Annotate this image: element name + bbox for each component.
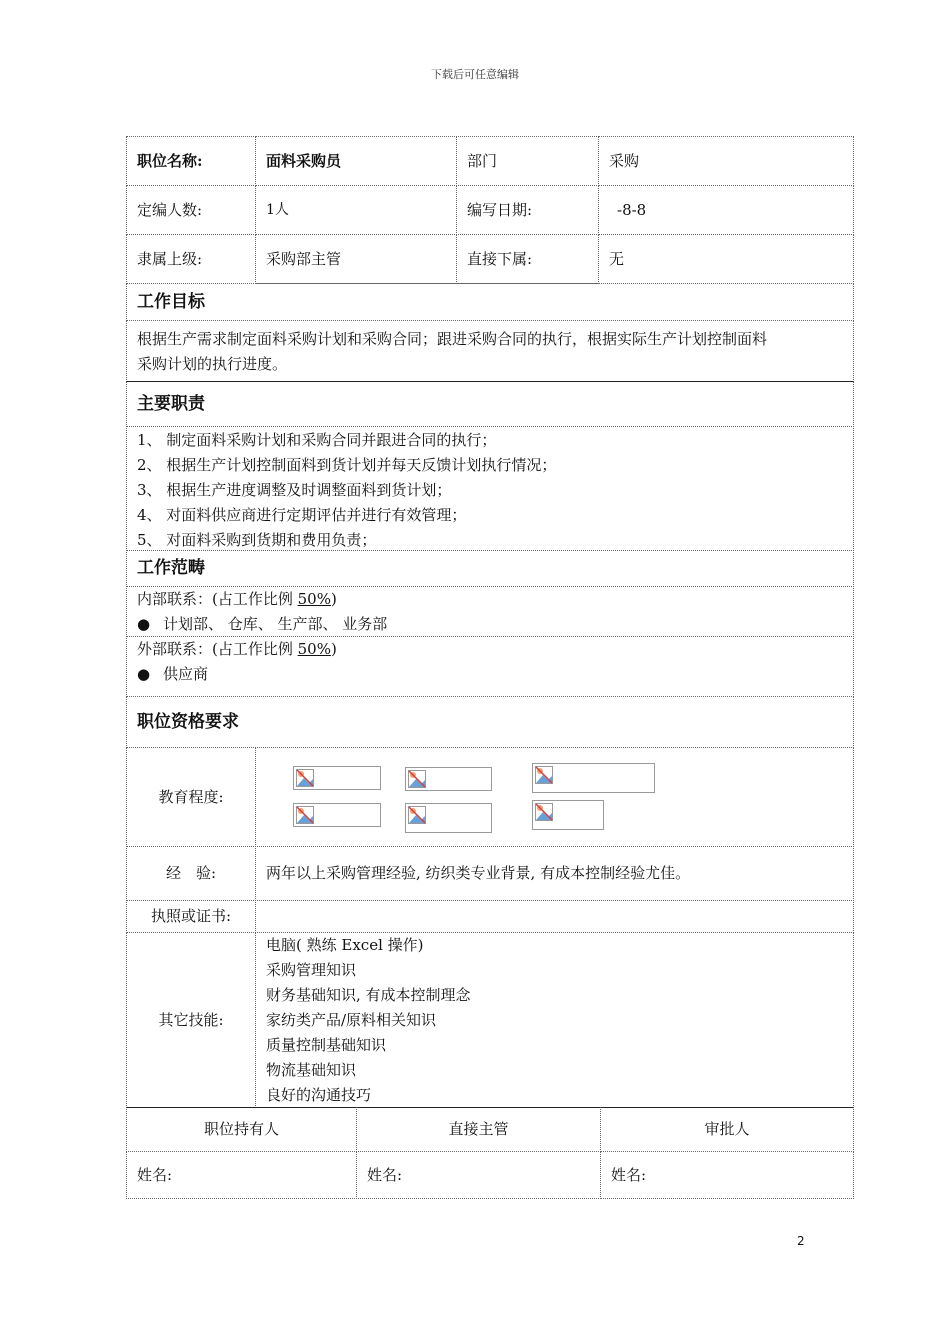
qualifications-title: 职位资格要求 xyxy=(126,696,854,748)
subordinate-label: 直接下属: xyxy=(456,234,599,284)
education-label: 教育程度: xyxy=(126,747,256,847)
approver-name-field[interactable]: 姓名: xyxy=(600,1151,854,1199)
dept-value: 采购 xyxy=(598,136,854,186)
duty-item: 1、 制定面料采购计划和采购合同并跟进合同的执行； xyxy=(137,431,497,449)
page-number: 2 xyxy=(797,1234,805,1248)
goal-line-2: 采购计划的执行进度。 xyxy=(137,355,288,373)
goal-text xyxy=(126,320,854,382)
education-checkbox-image[interactable] xyxy=(293,766,381,790)
date-label: 编写日期: xyxy=(456,185,599,235)
skill-item: 质量控制基础知识 xyxy=(266,1036,387,1054)
goal-line-1: 根据生产需求制定面料采购计划和采购合同；跟进采购合同的执行，根据实际生产计划控制面料 xyxy=(137,330,768,348)
skill-item: 电脑( 熟练 Excel 操作) xyxy=(266,936,424,954)
title-label: 职位名称: xyxy=(126,136,256,186)
experience-value: 两年以上采购管理经验, 纺织类专业背景, 有成本控制经验尤佳。 xyxy=(255,846,854,901)
broken-image-icon xyxy=(535,766,553,784)
skills-label: 其它技能: xyxy=(126,932,256,1108)
external-contact xyxy=(126,636,854,697)
duties-list xyxy=(126,426,854,551)
superior-value: 采购部主管 xyxy=(255,234,457,284)
broken-image-icon xyxy=(296,806,314,824)
external-contact-label: 外部联系：(占工作比例 50%) xyxy=(137,640,337,658)
headcount-value: 1人 xyxy=(255,185,457,235)
supervisor-name-field[interactable]: 姓名: xyxy=(356,1151,601,1199)
education-checkbox-image[interactable] xyxy=(532,800,604,830)
broken-image-icon xyxy=(408,770,426,788)
license-label: 执照或证书: xyxy=(126,900,256,933)
duty-item: 5、 对面料采购到货期和费用负责； xyxy=(137,531,377,549)
external-contact-items: ● 供应商 xyxy=(137,662,843,687)
duty-item: 2、 根据生产计划控制面料到货计划并每天反馈计划执行情况； xyxy=(137,456,557,474)
goal-title: 工作目标 xyxy=(126,283,854,321)
subordinate-value: 无 xyxy=(598,234,854,284)
scope-title: 工作范畴 xyxy=(126,550,854,587)
holder-header: 职位持有人 xyxy=(126,1107,357,1152)
duty-item: 4、 对面料供应商进行定期评估并进行有效管理； xyxy=(137,506,467,524)
education-options xyxy=(255,747,854,847)
bullet-icon: ● xyxy=(137,665,151,683)
header-note: 下载后可任意编辑 xyxy=(431,68,519,81)
skill-item: 良好的沟通技巧 xyxy=(266,1086,372,1104)
holder-name-field[interactable]: 姓名: xyxy=(126,1151,357,1199)
external-pct: 50% xyxy=(297,640,331,658)
duties-title: 主要职责 xyxy=(126,381,854,427)
approver-header: 审批人 xyxy=(600,1107,854,1152)
experience-label: 经 验: xyxy=(126,846,256,901)
skill-item: 财务基础知识, 有成本控制理念 xyxy=(266,986,471,1004)
education-checkbox-image[interactable] xyxy=(532,763,655,793)
skill-item: 家纺类产品/原料相关知识 xyxy=(266,1011,437,1029)
license-value xyxy=(255,900,854,933)
education-checkbox-image[interactable] xyxy=(405,767,492,791)
broken-image-icon xyxy=(408,806,426,824)
skill-item: 采购管理知识 xyxy=(266,961,357,979)
skills-list xyxy=(255,932,854,1108)
duty-item: 3、 根据生产进度调整及时调整面料到货计划； xyxy=(137,481,452,499)
dept-label: 部门 xyxy=(456,136,599,186)
education-checkbox-image[interactable] xyxy=(293,803,381,827)
date-value: -8-8 xyxy=(598,185,854,235)
superior-label: 隶属上级: xyxy=(126,234,256,284)
headcount-label: 定编人数: xyxy=(126,185,256,235)
bullet-icon: ● xyxy=(137,615,151,633)
title-value: 面料采购员 xyxy=(255,136,457,186)
education-checkbox-image[interactable] xyxy=(405,803,492,833)
broken-image-icon xyxy=(296,769,314,787)
broken-image-icon xyxy=(535,803,553,821)
internal-contact-items: ● 计划部、 仓库、 生产部、 业务部 xyxy=(137,612,843,637)
internal-contact xyxy=(126,586,854,637)
internal-pct: 50% xyxy=(297,590,331,608)
supervisor-header: 直接主管 xyxy=(356,1107,601,1152)
skill-item: 物流基础知识 xyxy=(266,1061,357,1079)
internal-contact-label: 内部联系：(占工作比例 50%) xyxy=(137,590,337,608)
